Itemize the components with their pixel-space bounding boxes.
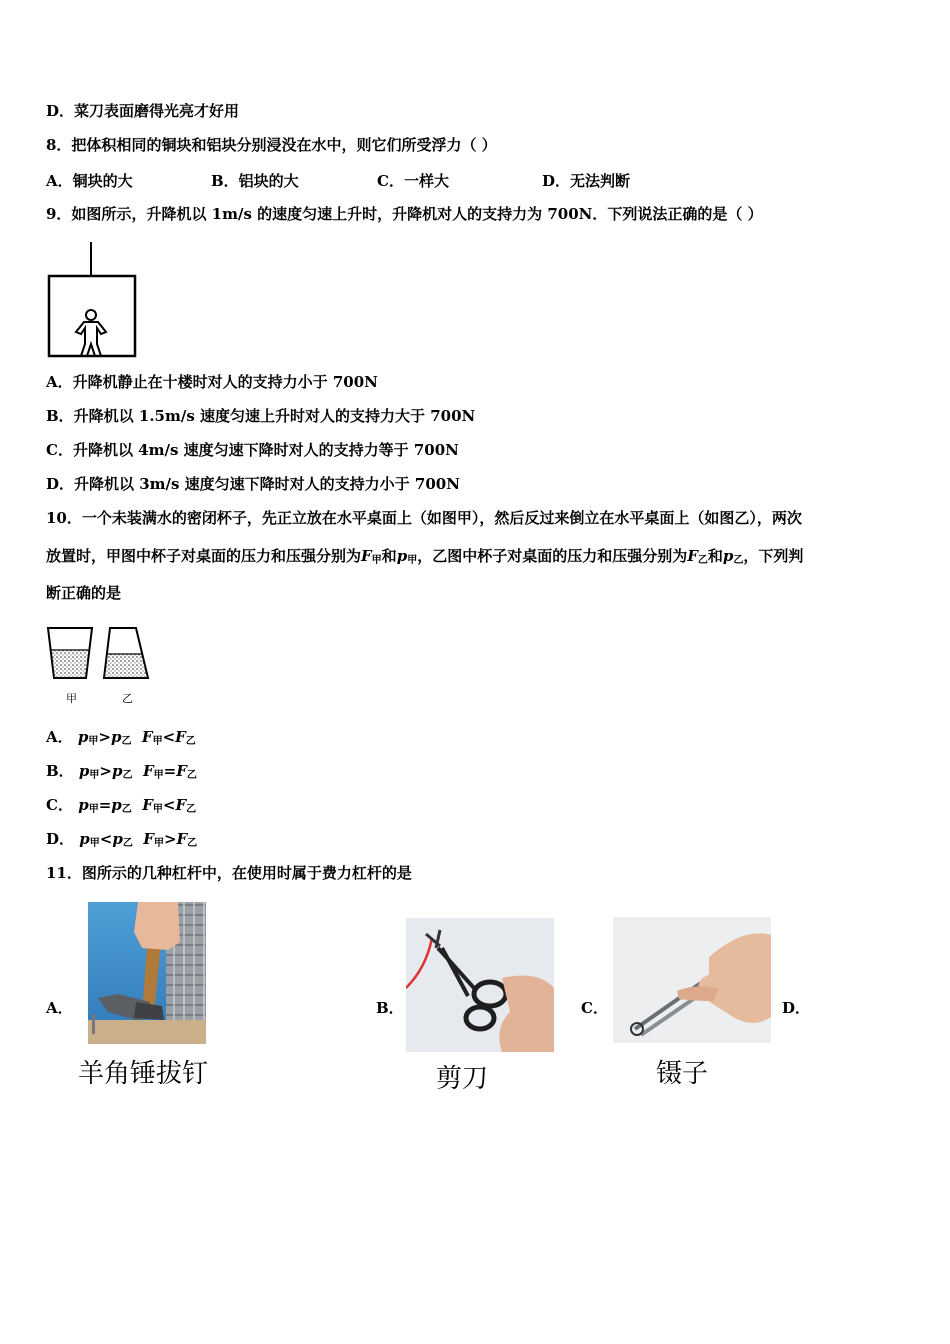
q10-line3: 断正确的是 xyxy=(46,584,122,602)
q10-line1: 10．一个未装满水的密闭杯子，先正立放在水平桌面上（如图甲），然后反过来倒立在水平桌面上（如图乙），两次 xyxy=(46,509,802,527)
cup-yi xyxy=(104,628,148,678)
q8-stem: 8．把体积相同的铜块和铝块分别浸没在水中，则它们所受浮力（ ） xyxy=(46,136,497,154)
caption-hammer: 羊角锤拔钉 xyxy=(78,1059,209,1089)
q9-option-a: A．升降机静止在十楼时对人的支持力小于 700N xyxy=(46,373,378,391)
q11-option-d: D． xyxy=(782,999,811,1017)
scissors-photo xyxy=(406,918,554,1052)
q11-stem: 11．图所示的几种杠杆中，在使用时属于费力杠杆的是 xyxy=(46,864,412,882)
hammer-photo xyxy=(88,902,206,1044)
q9-stem: 9．如图所示，升降机以 1m/s 的速度匀速上升时，升降机对人的支持力为 700N．下列说法正确的是（ ） xyxy=(46,205,763,223)
q11-option-b: B． xyxy=(376,999,404,1017)
person-icon xyxy=(76,310,106,356)
q9-option-c: C．升降机以 4m/s 速度匀速下降时对人的支持力等于 700N xyxy=(46,441,459,459)
q10-option: D． $p_甲<p_乙$ $F_甲>F_乙$ xyxy=(46,830,198,849)
label-yi: 乙 xyxy=(122,692,133,705)
q9-option-b: B．升降机以 1.5m/s 速度匀速上升时对人的支持力大于 700N xyxy=(46,407,476,425)
caption-tweezers: 镊子 xyxy=(656,1059,709,1089)
q8-option-d: D．无法判断 xyxy=(542,172,631,190)
q10-option: B． $p_甲>p_乙$ $F_甲=F_乙$ xyxy=(46,762,197,781)
cups-figure xyxy=(44,620,154,710)
elevator-figure xyxy=(44,240,140,360)
q8-option-c: C．一样大 xyxy=(377,172,449,190)
q10-option: A． $p_甲>p_乙$ $F_甲<F_乙$ xyxy=(46,728,196,747)
q10-line2: 放置时，甲图中杯子对桌面的压力和压强分别为$F_甲$和$p_甲$，乙图中杯子对桌面的压力和压强分别为$F_乙$和$p_乙$，下列判 xyxy=(46,547,804,566)
q8-option-b: B．铝块的大 xyxy=(211,172,299,190)
q11-option-a: A． xyxy=(46,999,73,1017)
cup-jia xyxy=(48,628,92,678)
tweezers-photo xyxy=(613,917,771,1043)
q11-option-c: C． xyxy=(581,999,608,1017)
q9-option-d: D．升降机以 3m/s 速度匀速下降时对人的支持力小于 700N xyxy=(46,475,460,493)
label-jia: 甲 xyxy=(66,692,77,705)
q8-option-a: A．铜块的大 xyxy=(46,172,133,190)
q10-option: C． $p_甲=p_乙$ $F_甲<F_乙$ xyxy=(46,796,197,815)
q7-option-d: D．菜刀表面磨得光亮才好用 xyxy=(46,102,240,120)
caption-scissors: 剪刀 xyxy=(436,1064,489,1094)
